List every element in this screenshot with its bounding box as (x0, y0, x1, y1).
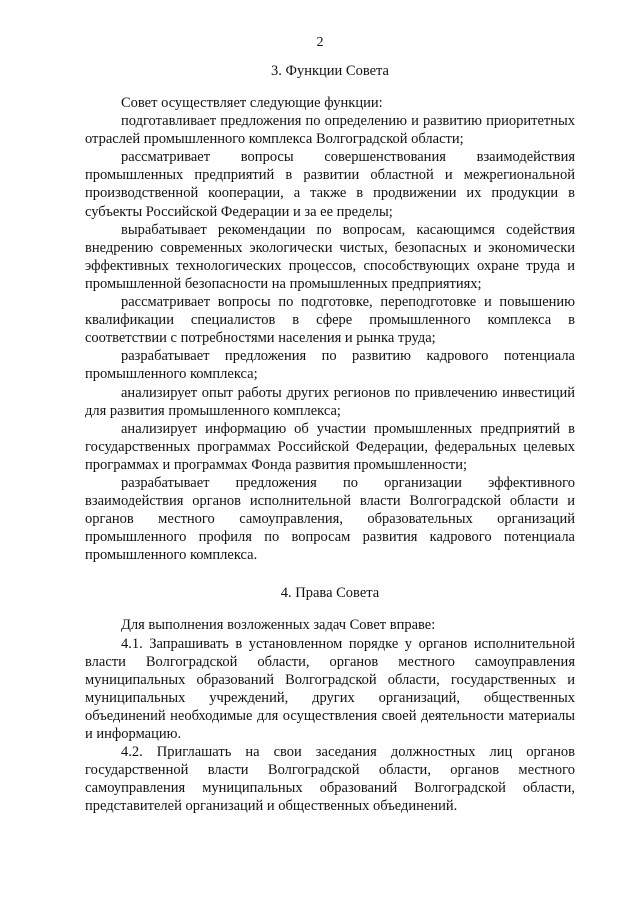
section-3-body (85, 94, 575, 564)
section-4-paragraph: 4.2. Приглашать на свои заседания должностных лиц органов государственной власти Волгоградской области, органов местного самоуправления муниципальных образований Волгоградской области, представителей организаций и общественных объединений. (85, 744, 575, 815)
section-3-paragraph: разрабатывает предложения по развитию кадрового потенциала промышленного комплекса; (85, 348, 575, 383)
section-3-paragraph: рассматривает вопросы по подготовке, переподготовке и повышению квалификации специалистов в сфере промышленного комплекса в соответствии с потребностями населения и рынка труда; (85, 294, 575, 347)
section-3-heading: 3. Функции Совета (271, 63, 389, 79)
section-4-paragraph: 4.1. Запрашивать в установленном порядке у органов исполнительной власти Волгоградской области, органов местного самоуправления муниципальных образований Волгоградской области, государственных и муниципальных учреждений, других организаций, общественных объединений необходимые для осуществления своей деятельности материалы и информацию. (85, 635, 575, 742)
section-3-paragraph: анализирует опыт работы других регионов по привлечению инвестиций для развития промышленного комплекса; (85, 384, 575, 419)
section-3-paragraph: анализирует информацию об участии промышленных предприятий в государственных программах Российской Федерации, федеральных целевых программах и программах Фонда развития промышленности; (85, 420, 575, 473)
page-number: 2 (316, 35, 324, 50)
section-3-paragraph: рассматривает вопросы совершенствования взаимодействия промышленных предприятий в развитии областной и межрегиональной производственной кооперации, а также в продвижении их продукции в субъекты Российской Федерации и за ее пределы; (85, 149, 575, 220)
section-3-paragraph: подготавливает предложения по определению и развитию приоритетных отраслей промышленного комплекса Волгоградской области; (85, 113, 575, 148)
section-4-heading: 4. Права Совета (280, 585, 380, 602)
section-4-body (85, 616, 575, 815)
section-3-paragraph: разрабатывает предложения по организации эффективного взаимодействия органов исполнительной власти Волгоградской области и органов местного самоуправления, образовательных организаций промышленного профиля по вопросам развития кадрового потенциала промышленного комплекса. (85, 474, 575, 564)
section-3-paragraph: Совет осуществляет следующие функции: (121, 95, 383, 111)
section-3-paragraph: вырабатывает рекомендации по вопросам, касающимся содействия внедрению современных экологически чистых, безопасных и экономически эффективных технологических процессов, способствующих охране труда и промышленной безопасности на промышленных предприятиях; (85, 221, 575, 292)
section-4-paragraph: Для выполнения возложенных задач Совет вправе: (121, 617, 436, 634)
document-body (85, 60, 575, 815)
